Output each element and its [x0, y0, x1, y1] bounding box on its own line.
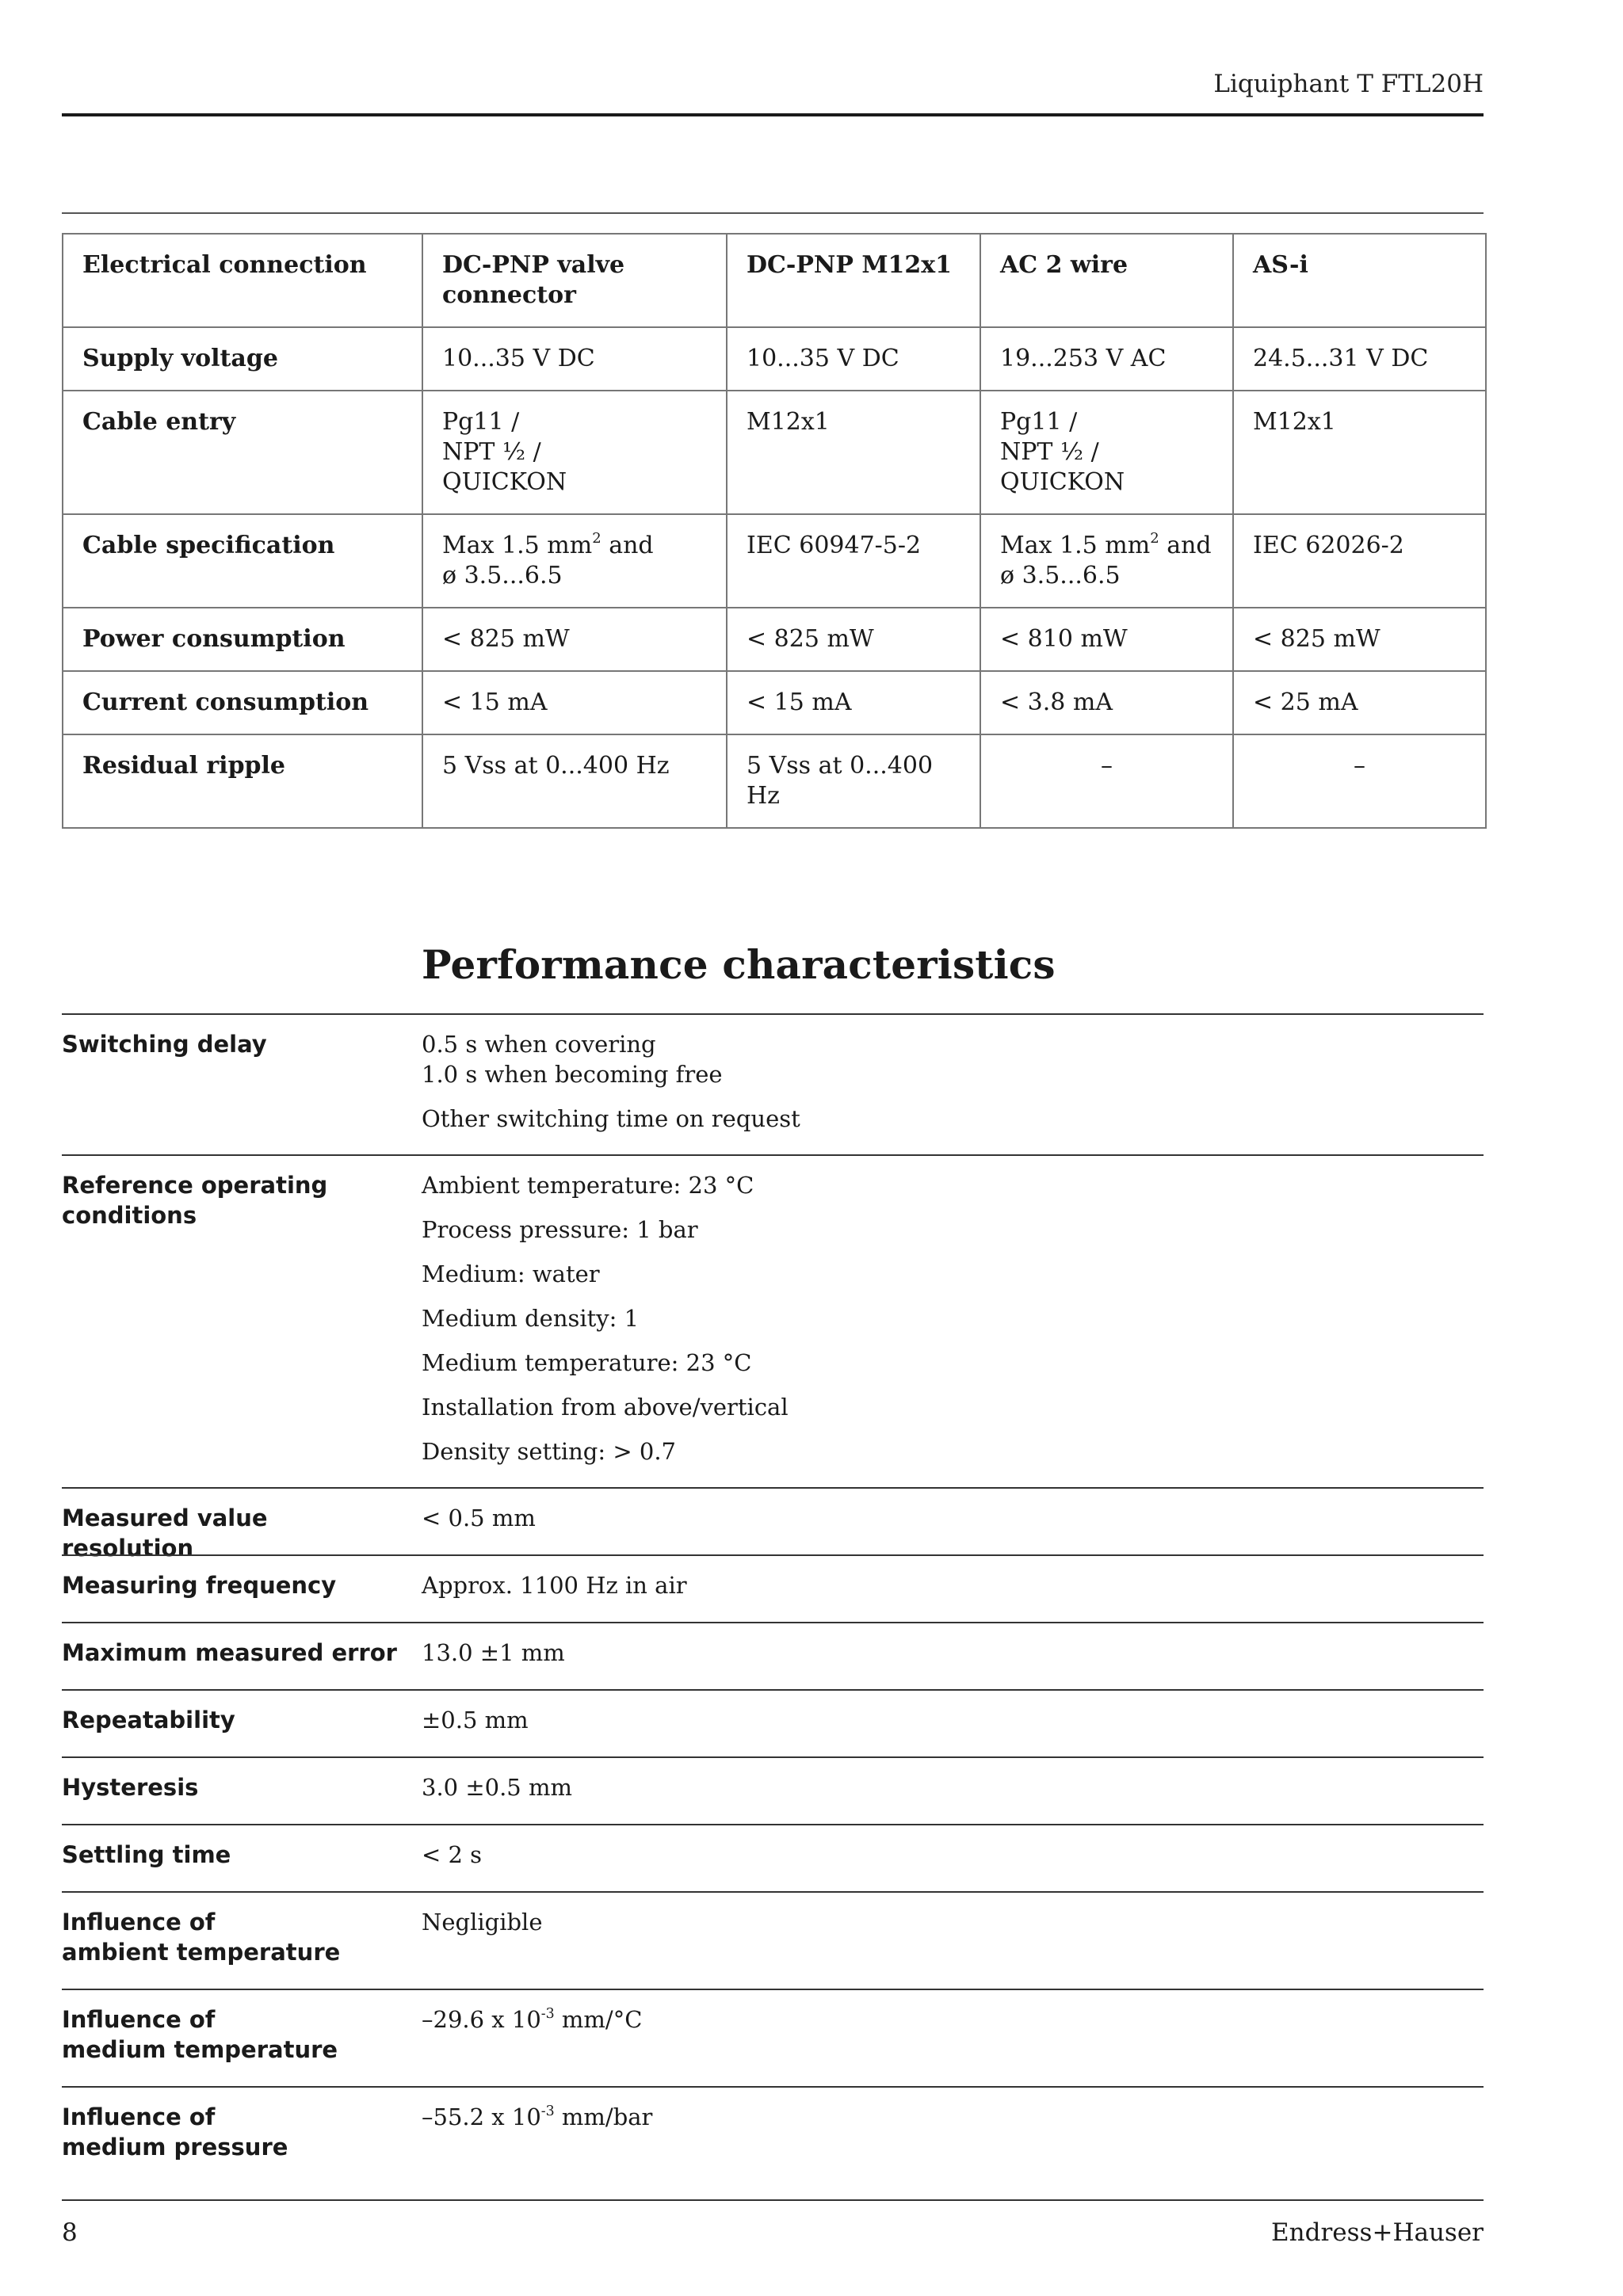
perf-label [62, 1907, 403, 1967]
cell-text: and [1159, 532, 1212, 559]
column-header: AC 2 wire [980, 234, 1233, 327]
perf-value: ±0.5 mm [422, 1707, 529, 1733]
table-cell: < 825 mW [727, 608, 980, 671]
document-title: Liquiphant T FTL20H [1213, 70, 1484, 98]
label-line: Reference operating [62, 1172, 328, 1199]
perf-value: 3.0 ±0.5 mm [422, 1774, 572, 1801]
perf-value: Ambient temperature: 23 °C [422, 1172, 754, 1199]
perf-values [422, 1556, 1484, 1600]
electrical-connection-table [62, 233, 1487, 829]
perf-row-switching-delay [62, 1013, 1484, 1154]
label-line: medium pressure [62, 2134, 288, 2161]
superscript: -3 [540, 2103, 555, 2119]
table-row [63, 514, 1486, 608]
table-cell: IEC 62026-2 [1233, 514, 1486, 608]
table-cell: < 825 mW [1233, 608, 1486, 671]
table-header-row [63, 234, 1486, 327]
cell-text: Max 1.5 mm [1000, 532, 1151, 559]
table-cell: < 825 mW [422, 608, 727, 671]
cell-text: Max 1.5 mm [442, 532, 593, 559]
page-number: 8 [62, 2218, 78, 2247]
perf-value: < 0.5 mm [422, 1505, 536, 1531]
perf-value: Approx. 1100 Hz in air [422, 1572, 687, 1599]
perf-values [422, 1691, 1484, 1735]
perf-values [422, 2088, 1484, 2132]
table-cell: < 3.8 mA [980, 671, 1233, 734]
cell-line: Pg11 / [442, 408, 520, 436]
perf-row-measured-value-resolution [62, 1487, 1484, 1562]
table-cell [980, 391, 1233, 514]
table-row [63, 608, 1486, 671]
table-cell: < 15 mA [727, 671, 980, 734]
table-cell: < 25 mA [1233, 671, 1486, 734]
column-header: DC-PNP M12x1 [727, 234, 980, 327]
perf-row-settling-time [62, 1824, 1484, 1891]
cell-line [442, 531, 707, 561]
perf-label: Repeatability [62, 1707, 235, 1733]
perf-row-influence-ambient-temperature [62, 1891, 1484, 1989]
perf-values [422, 1015, 1484, 1134]
perf-label [62, 2102, 403, 2162]
performance-characteristics-list [62, 1013, 1484, 2201]
perf-value: Medium density: 1 [422, 1305, 640, 1332]
perf-values [422, 1623, 1484, 1668]
perf-value [422, 2004, 1484, 2035]
header-rule [62, 113, 1484, 116]
table-cell [980, 514, 1233, 608]
perf-row-influence-medium-temperature [62, 1989, 1484, 2086]
perf-value: Negligible [422, 1909, 543, 1936]
row-header: Cable specification [63, 514, 422, 608]
table-row [63, 671, 1486, 734]
label-line: Influence of [62, 2103, 216, 2130]
table-top-rule [62, 212, 1484, 214]
table-cell: < 810 mW [980, 608, 1233, 671]
value-text: –55.2 x 10 [422, 2103, 541, 2130]
section-title: Performance characteristics [422, 941, 1056, 988]
table-cell: 10...35 V DC [422, 327, 727, 391]
table-row [63, 327, 1486, 391]
perf-values [422, 1825, 1484, 1870]
table-row [63, 734, 1486, 828]
perf-value: Density setting: > 0.7 [422, 1438, 676, 1465]
table-cell [1233, 391, 1486, 514]
perf-value: Medium temperature: 23 °C [422, 1349, 752, 1376]
table-cell: – [1233, 734, 1486, 828]
perf-row-reference-operating-conditions [62, 1154, 1484, 1487]
label-line: Influence of [62, 2006, 216, 2033]
table-cell: 5 Vss at 0...400 Hz [422, 734, 727, 828]
perf-row-repeatability [62, 1689, 1484, 1756]
perf-values [422, 1990, 1484, 2035]
perf-values [422, 1893, 1484, 1937]
perf-value: < 2 s [422, 1841, 483, 1868]
cell-line: NPT ½ / [1000, 438, 1099, 466]
perf-label: Measured value resolution [62, 1505, 268, 1562]
cell-line: QUICKON [1000, 468, 1125, 496]
table-cell [422, 514, 727, 608]
perf-row-hysteresis [62, 1756, 1484, 1824]
perf-value [422, 2102, 1484, 2132]
superscript: -3 [540, 2005, 555, 2022]
perf-label: Switching delay [62, 1031, 267, 1058]
row-header: Current consumption [63, 671, 422, 734]
row-header: Cable entry [63, 391, 422, 514]
perf-label: Maximum measured error [62, 1639, 397, 1666]
row-header: Supply voltage [63, 327, 422, 391]
table-cell [727, 391, 980, 514]
table-cell: 5 Vss at 0...400 Hz [727, 734, 980, 828]
cell-line [1000, 531, 1213, 561]
cell-line: M12x1 [747, 408, 830, 436]
value-text: –29.6 x 10 [422, 2006, 541, 2033]
perf-row-influence-medium-pressure [62, 2086, 1484, 2201]
column-header: Electrical connection [63, 234, 422, 327]
perf-label: Hysteresis [62, 1774, 199, 1801]
perf-values [422, 1489, 1484, 1533]
table-cell: 10...35 V DC [727, 327, 980, 391]
perf-label: Measuring frequency [62, 1572, 337, 1599]
perf-row-measuring-frequency [62, 1554, 1484, 1622]
table-row [63, 391, 1486, 514]
label-line: ambient temperature [62, 1939, 341, 1966]
row-header: Residual ripple [63, 734, 422, 828]
column-header: AS-i [1233, 234, 1486, 327]
cell-line: M12x1 [1253, 408, 1336, 436]
table-cell: IEC 60947-5-2 [727, 514, 980, 608]
perf-value: Installation from above/vertical [422, 1394, 789, 1421]
perf-label [62, 2004, 403, 2065]
table-cell: – [980, 734, 1233, 828]
value-text: mm/bar [554, 2103, 653, 2130]
perf-value: 13.0 ±1 mm [422, 1639, 565, 1666]
table-cell: 24.5...31 V DC [1233, 327, 1486, 391]
cell-line: ø 3.5...6.5 [1000, 562, 1121, 589]
cell-line: ø 3.5...6.5 [442, 562, 563, 589]
label-line: Influence of [62, 1909, 216, 1936]
table-cell: < 15 mA [422, 671, 727, 734]
brand-name: Endress+Hauser [1271, 2218, 1484, 2247]
cell-line: Pg11 / [1000, 408, 1078, 436]
perf-value: Other switching time on request [422, 1105, 800, 1132]
value-line: 0.5 s when covering [422, 1031, 656, 1058]
superscript: 2 [1150, 530, 1159, 547]
value-line: 1.0 s when becoming free [422, 1061, 723, 1088]
label-line: conditions [62, 1202, 197, 1229]
value-text: mm/°C [554, 2006, 643, 2033]
column-header: DC-PNP valve connector [422, 234, 727, 327]
perf-values [422, 1156, 1484, 1466]
cell-line: QUICKON [442, 468, 567, 496]
perf-label [62, 1170, 403, 1230]
perf-label: Settling time [62, 1841, 231, 1868]
perf-value [422, 1029, 1484, 1089]
row-header: Power consumption [63, 608, 422, 671]
table-cell: 19...253 V AC [980, 327, 1233, 391]
perf-row-maximum-measured-error [62, 1622, 1484, 1689]
cell-line: NPT ½ / [442, 438, 541, 466]
perf-value: Medium: water [422, 1261, 600, 1287]
cell-text: and [601, 532, 654, 559]
table-cell [422, 391, 727, 514]
label-line: medium temperature [62, 2036, 338, 2063]
superscript: 2 [592, 530, 601, 547]
perf-value: Process pressure: 1 bar [422, 1216, 698, 1243]
perf-values [422, 1758, 1484, 1802]
